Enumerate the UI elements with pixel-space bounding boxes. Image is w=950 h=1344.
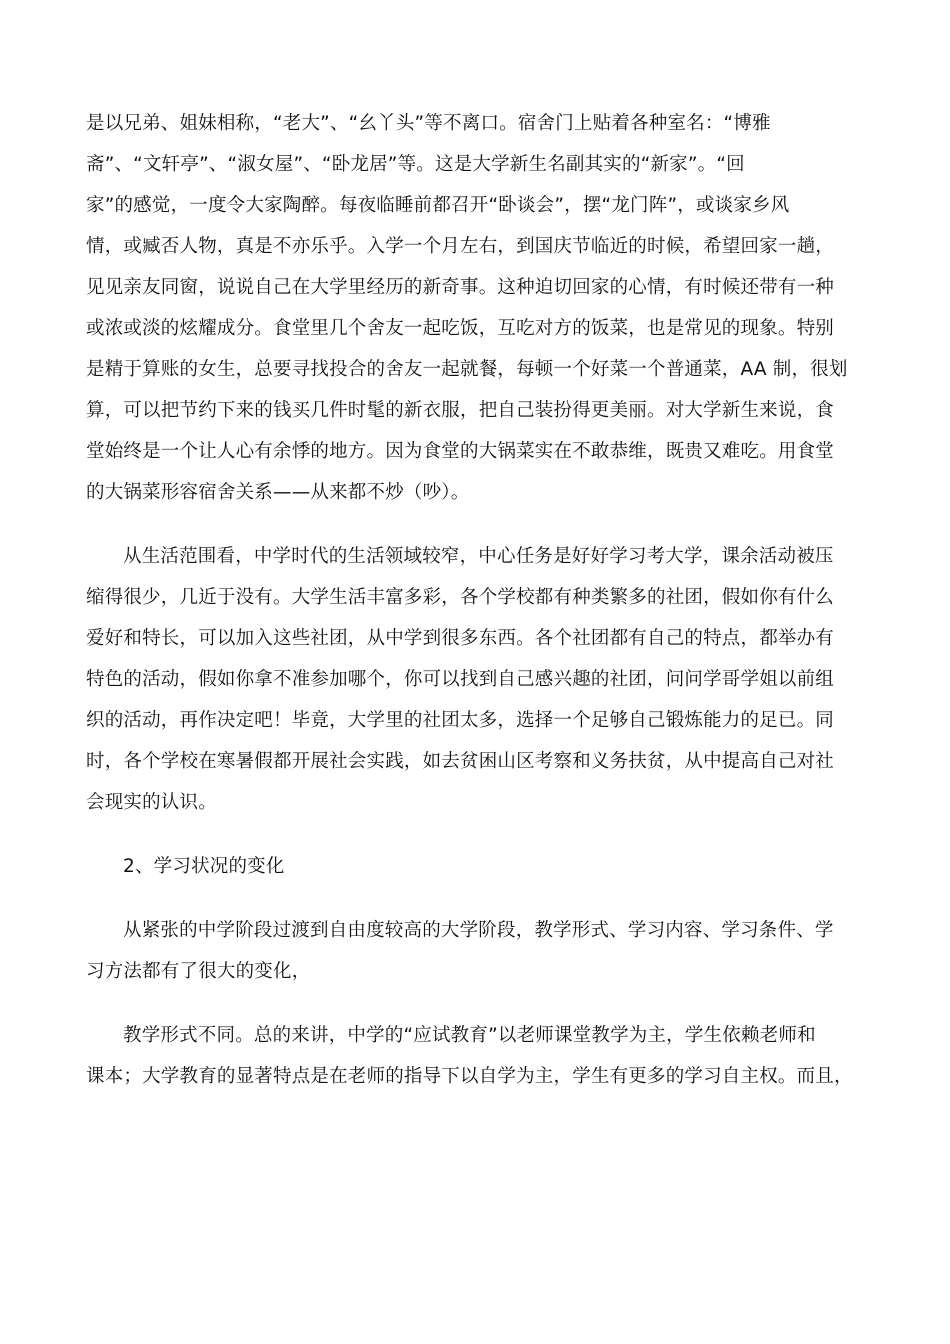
paragraph-gap bbox=[86, 823, 866, 846]
text-line: 会现实的认识。 bbox=[86, 792, 217, 813]
text-line: 习方法都有了很大的变化， bbox=[86, 961, 311, 982]
text-line: 堂始终是一个让人心有余悸的地方。因为食堂的大锅菜实在不敢恭维，既贵又难吃。用食堂 bbox=[86, 441, 835, 462]
text-line: 特色的活动，假如你拿不准参加哪个，你可以找到自己感兴趣的社团，问问学哥学姐以前组 bbox=[86, 669, 835, 690]
text-line: 时，各个学校在寒暑假都开展社会实践，如去贫困山区考察和义务扶贫，从中提高自己对社 bbox=[86, 751, 835, 772]
paragraph-teaching-form bbox=[86, 1015, 866, 1097]
text-line: 情，或臧否人物，真是不亦乐乎。入学一个月左右，到国庆节临近的时候，希望回家一趟， bbox=[86, 236, 835, 257]
text-line: 爱好和特长，可以加入这些社团，从中学到很多东西。各个社团都有自己的特点，都举办有 bbox=[86, 628, 835, 649]
paragraph-study-transition bbox=[86, 910, 866, 992]
section-heading bbox=[86, 846, 866, 887]
document-body bbox=[86, 103, 866, 1097]
text-line: 缩得很少，几近于没有。大学生活丰富多彩，各个学校都有种类繁多的社团，假如你有什么 bbox=[86, 587, 835, 608]
paragraph-dorm-life bbox=[86, 103, 866, 513]
text-line: 家”的感觉，一度令大家陶醉。每夜临睡前都召开“卧谈会”，摆“龙门阵”，或谈家乡风 bbox=[86, 195, 790, 216]
text-line: 是精于算账的女生，总要寻找投合的舍友一起就餐，每顿一个好菜一个普通菜，AA 制，很划 bbox=[86, 359, 848, 380]
paragraph-gap bbox=[86, 513, 866, 536]
text-line: 是以兄弟、姐妹相称，“老大”、“幺丫头”等不离口。宿舍门上贴着各种室名：“博雅 bbox=[86, 113, 771, 134]
text-line: 见见亲友同窗，说说自己在大学里经历的新奇事。这种迫切回家的心情，有时候还带有一种 bbox=[86, 277, 835, 298]
paragraph-gap bbox=[86, 887, 866, 910]
text-line: 或浓或淡的炫耀成分。食堂里几个舍友一起吃饭，互吃对方的饭菜，也是常见的现象。特别 bbox=[86, 318, 835, 339]
text-line: 织的活动，再作决定吧！毕竟，大学里的社团太多，选择一个足够自己锻炼能力的足已。同 bbox=[86, 710, 835, 731]
text-line: 从生活范围看，中学时代的生活领域较窄，中心任务是好好学习考大学，课余活动被压 bbox=[123, 546, 834, 567]
paragraph-gap bbox=[86, 992, 866, 1015]
paragraph-life-scope bbox=[86, 536, 866, 823]
text-line: 斋”、“文轩亭”、“淑女屋”、“卧龙居”等。这是大学新生名副其实的“新家”。“回 bbox=[86, 154, 745, 175]
text-line: 课本；大学教育的显著特点是在老师的指导下以自学为主，学生有更多的学习自主权。而且， bbox=[86, 1066, 853, 1087]
text-line: 算，可以把节约下来的钱买几件时髦的新衣服，把自己装扮得更美丽。对大学新生来说，食 bbox=[86, 400, 835, 421]
heading-text: 2、学习状况的变化 bbox=[123, 856, 285, 877]
text-line: 的大锅菜形容宿舍关系——从来都不炒（吵）。 bbox=[86, 482, 470, 503]
text-line: 从紧张的中学阶段过渡到自由度较高的大学阶段，教学形式、学习内容、学习条件、学 bbox=[123, 920, 834, 941]
text-line: 教学形式不同。总的来讲，中学的“应试教育”以老师课堂教学为主，学生依赖老师和 bbox=[123, 1025, 816, 1046]
